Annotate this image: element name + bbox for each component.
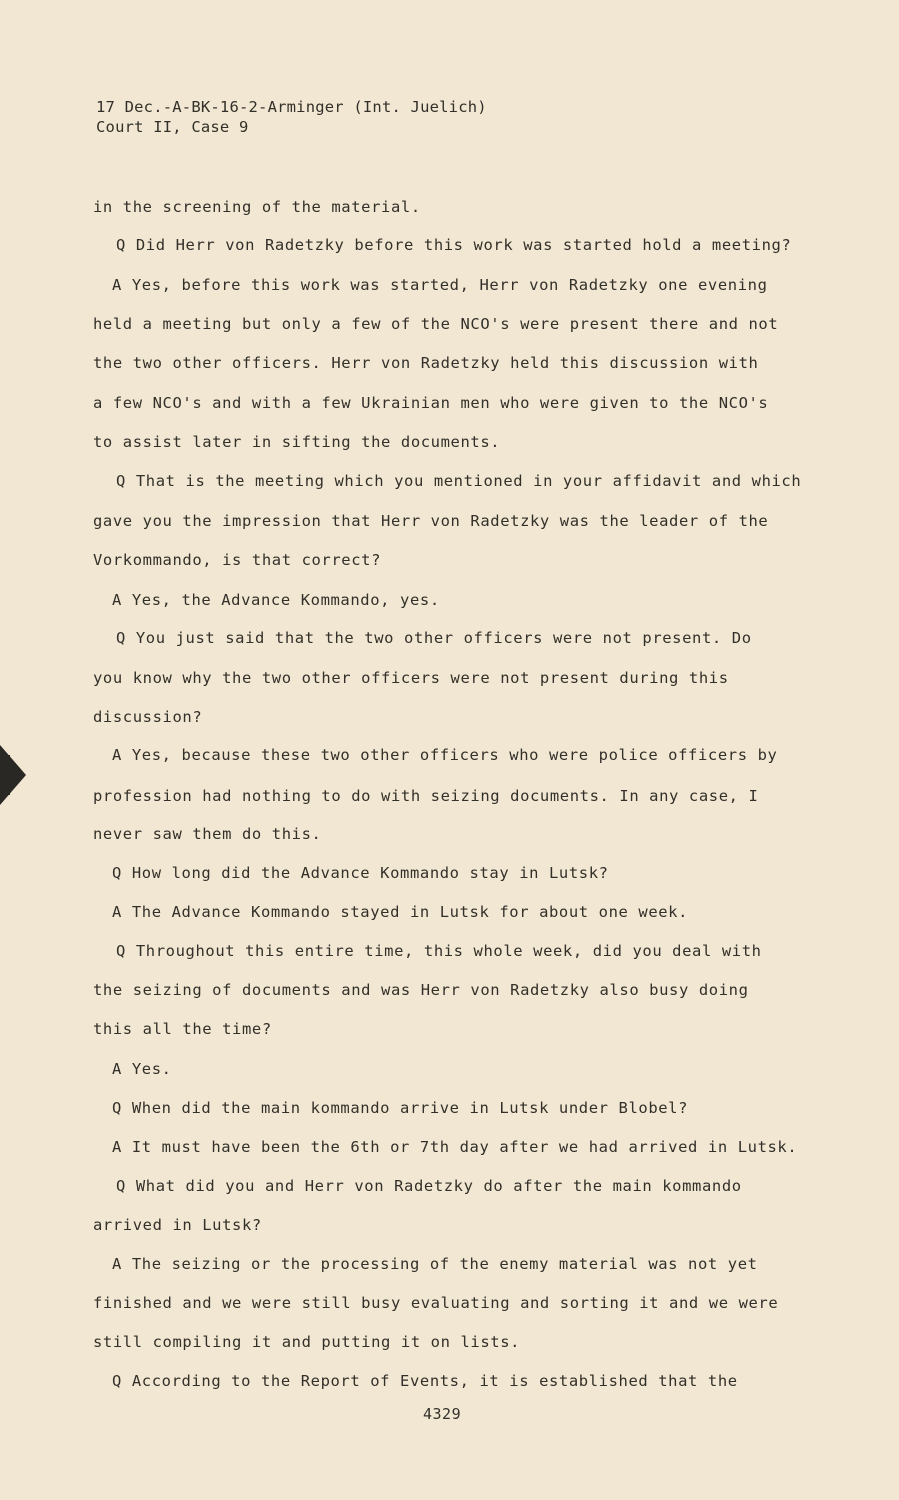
- text-line: in the screening of the material.: [93, 198, 421, 216]
- text-line: Q You just said that the two other officers were not present. Do: [116, 629, 752, 647]
- text-line: Q When did the main kommando arrive in Lutsk under Blobel?: [112, 1099, 689, 1117]
- text-line: A Yes, before this work was started, Herr von Radetzky one evening: [112, 276, 768, 294]
- text-line: the two other officers. Herr von Radetzky held this discussion with: [93, 354, 759, 372]
- text-line: finished and we were still busy evaluating and sorting it and we were: [93, 1294, 779, 1312]
- text-line: A The seizing or the processing of the enemy material was not yet: [112, 1255, 758, 1273]
- binding-notch: [0, 745, 26, 805]
- header-line-2: Court II, Case 9: [96, 118, 249, 136]
- text-line: discussion?: [93, 708, 203, 726]
- text-line: Q According to the Report of Events, it is established that the: [112, 1372, 738, 1390]
- text-line: A Yes.: [112, 1060, 172, 1078]
- text-line: A Yes, because these two other officers who were police officers by: [112, 746, 778, 764]
- text-line: held a meeting but only a few of the NCO's were present there and not: [93, 315, 779, 333]
- text-line: never saw them do this.: [93, 825, 322, 843]
- text-line: still compiling it and putting it on lists.: [93, 1333, 521, 1351]
- text-line: Q Throughout this entire time, this whole week, did you deal with: [116, 942, 762, 960]
- text-line: to assist later in sifting the documents.: [93, 433, 501, 451]
- text-line: profession had nothing to do with seizing documents. In any case, I: [93, 787, 759, 805]
- header-line-1: 17 Dec.-A-BK-16-2-Arminger (Int. Juelich): [96, 98, 487, 116]
- text-line: A It must have been the 6th or 7th day after we had arrived in Lutsk.: [112, 1138, 798, 1156]
- text-line: A The Advance Kommando stayed in Lutsk for about one week.: [112, 903, 689, 921]
- text-line: Q That is the meeting which you mentioned in your affidavit and which: [116, 472, 802, 490]
- text-line: you know why the two other officers were not present during this: [93, 669, 729, 687]
- text-line: Vorkommando, is that correct?: [93, 551, 382, 569]
- text-line: A Yes, the Advance Kommando, yes.: [112, 591, 440, 609]
- page-number: 4329: [423, 1405, 462, 1423]
- text-line: gave you the impression that Herr von Radetzky was the leader of the: [93, 512, 769, 530]
- text-line: the seizing of documents and was Herr von Radetzky also busy doing: [93, 981, 749, 999]
- text-line: Q What did you and Herr von Radetzky do after the main kommando: [116, 1177, 742, 1195]
- text-line: arrived in Lutsk?: [93, 1216, 262, 1234]
- text-line: this all the time?: [93, 1020, 272, 1038]
- text-line: a few NCO's and with a few Ukrainian men who were given to the NCO's: [93, 394, 769, 412]
- text-line: Q How long did the Advance Kommando stay in Lutsk?: [112, 864, 609, 882]
- text-line: Q Did Herr von Radetzky before this work was started hold a meeting?: [116, 236, 792, 254]
